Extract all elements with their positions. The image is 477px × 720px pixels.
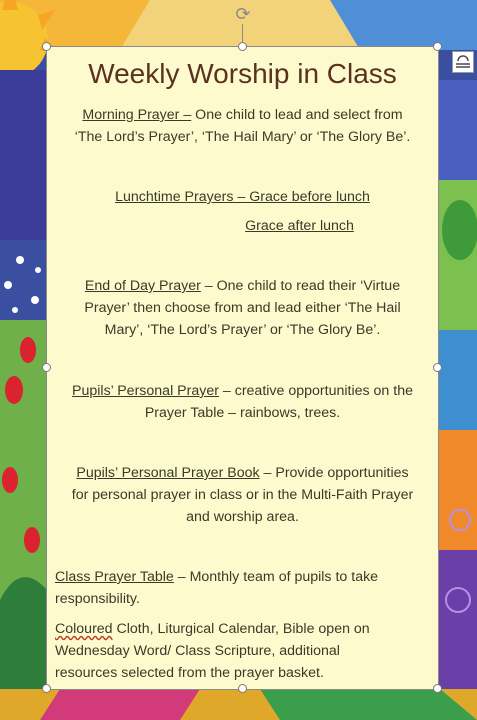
prayer-book-line-1 bbox=[51, 462, 434, 484]
morning-prayer-heading: Morning Prayer – bbox=[82, 107, 192, 123]
morning-prayer-text: One child to lead and select from bbox=[191, 107, 403, 123]
personal-prayer-line-1 bbox=[51, 380, 434, 402]
prayer-table-section bbox=[55, 566, 434, 610]
rotate-handle-line bbox=[242, 24, 243, 44]
prayer-book-heading: Pupils’ Personal Prayer Book bbox=[76, 465, 260, 481]
prayer-book-text: – Provide opportunities bbox=[259, 465, 409, 481]
lunchtime-line-2-wrap bbox=[51, 215, 434, 237]
end-of-day-section bbox=[51, 275, 434, 341]
prayer-book-line-3: and worship area. bbox=[186, 509, 299, 525]
prayer-book-line-2: for personal prayer in class or in the Multi-Faith Prayer bbox=[71, 487, 414, 503]
resize-handle-bottom[interactable] bbox=[238, 684, 247, 693]
end-of-day-line-2: Prayer’ then choose from and lead either ‘The Hail bbox=[84, 300, 401, 316]
morning-prayer-line-1 bbox=[51, 104, 434, 126]
worship-text-box[interactable] bbox=[47, 47, 438, 689]
resize-handle-right[interactable] bbox=[433, 363, 442, 372]
end-of-day-line-1 bbox=[51, 275, 434, 297]
lunchtime-prayers-section bbox=[51, 186, 434, 237]
resize-handle-bottom-right[interactable] bbox=[433, 684, 442, 693]
layout-options-icon[interactable] bbox=[452, 51, 474, 73]
prayer-table-text: – Monthly team of pupils to take bbox=[173, 569, 379, 585]
resize-handle-top-right[interactable] bbox=[433, 42, 442, 51]
end-of-day-heading: End of Day Prayer bbox=[84, 278, 201, 294]
resize-handle-left[interactable] bbox=[42, 363, 51, 372]
prayer-table-line-2: responsibility. bbox=[55, 591, 140, 607]
prayer-table-heading: Class Prayer Table bbox=[55, 569, 174, 585]
layout-options-glyph bbox=[453, 52, 473, 72]
end-of-day-text: – One child to read their ‘Virtue bbox=[200, 278, 401, 294]
page-title: Weekly Worship in Class bbox=[88, 58, 397, 89]
resources-line-3: resources selected from the prayer basket. bbox=[55, 665, 324, 681]
end-of-day-line-3: Mary’, ‘The Lord’s Prayer’ or ‘The Glory Be’. bbox=[104, 322, 381, 338]
lunchtime-line-2: Grace after lunch bbox=[245, 218, 354, 234]
personal-prayer-section bbox=[51, 380, 434, 424]
resources-section bbox=[55, 618, 434, 684]
personal-prayer-text: – creative opportunities on the bbox=[218, 383, 413, 399]
resize-handle-top-left[interactable] bbox=[42, 42, 51, 51]
prayer-book-section bbox=[51, 462, 434, 528]
resources-spellcheck-word: Coloured bbox=[55, 621, 113, 637]
morning-prayer-section bbox=[51, 104, 434, 148]
personal-prayer-line-2: Prayer Table – rainbows, trees. bbox=[144, 405, 341, 421]
resources-line-2: Wednesday Word/ Class Scripture, additional bbox=[55, 643, 340, 659]
rotate-icon[interactable]: ⟳ bbox=[235, 4, 251, 24]
resources-line-1 bbox=[55, 618, 434, 640]
resources-text: Cloth, Liturgical Calendar, Bible open on bbox=[112, 621, 370, 637]
resize-handle-bottom-left[interactable] bbox=[42, 684, 51, 693]
lunchtime-line-1: Lunchtime Prayers – Grace before lunch bbox=[115, 189, 370, 205]
prayer-table-line-1 bbox=[55, 566, 434, 588]
resize-handle-top[interactable] bbox=[238, 42, 247, 51]
morning-prayer-line-2: ‘The Lord’s Prayer’, ‘The Hail Mary’ or ‘The Glory Be’. bbox=[74, 129, 411, 145]
personal-prayer-heading: Pupils’ Personal Prayer bbox=[72, 383, 219, 399]
